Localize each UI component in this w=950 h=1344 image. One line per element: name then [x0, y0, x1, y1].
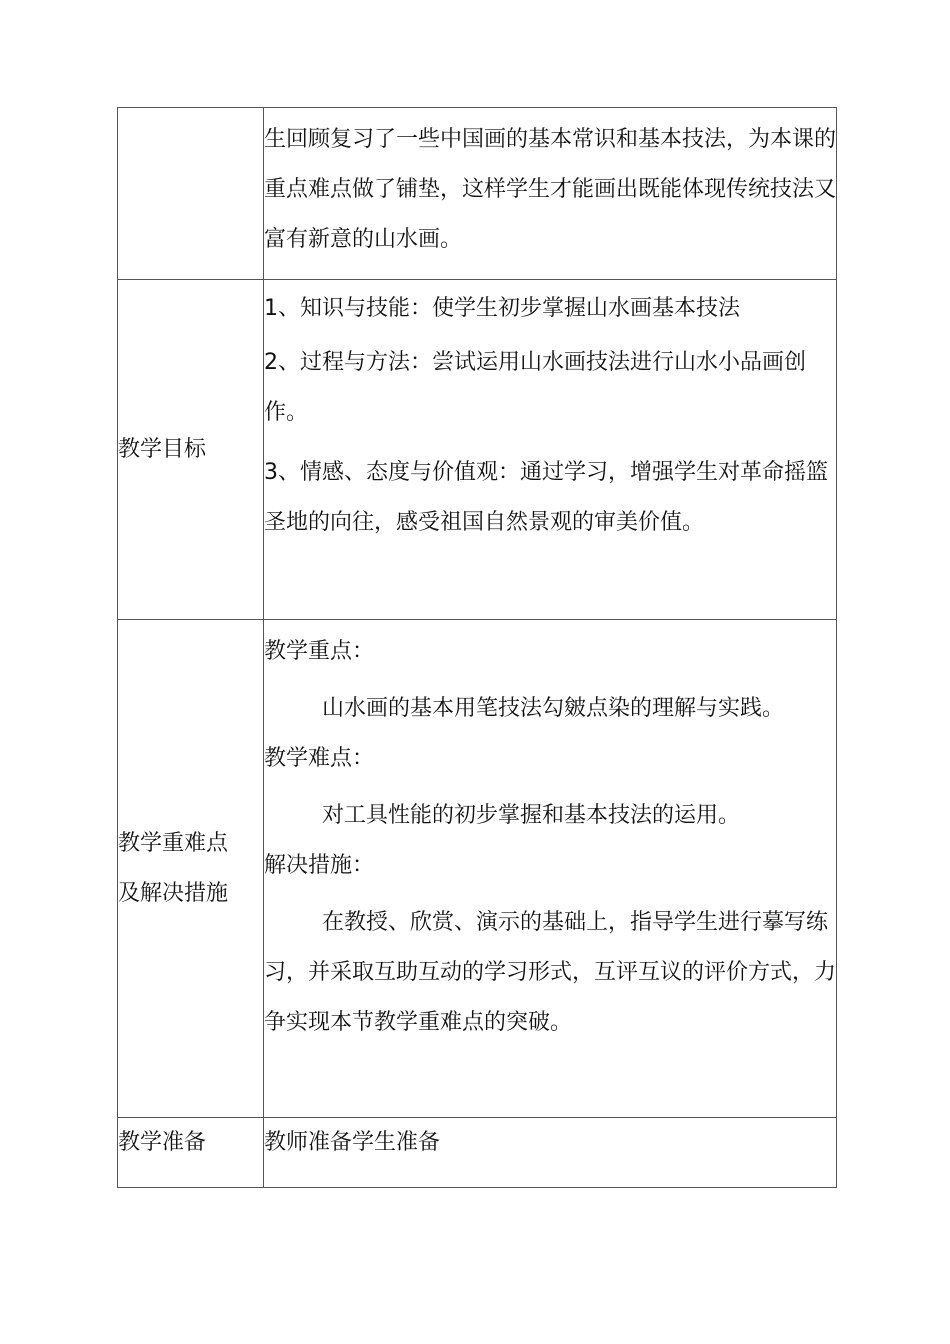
key-points-label-line2: 及解决措施 — [118, 880, 229, 906]
table-row-intro — [118, 108, 837, 280]
preparation-label: 教学准备 — [118, 1118, 264, 1188]
objective-emotion: 3、情感、态度与价值观：通过学习，增强学生对革命摇篮圣地的向往，感受祖国自然景观的审美价值。 — [264, 460, 828, 535]
objectives-cell — [264, 280, 837, 620]
objective-process: 2、过程与方法：尝试运用山水画技法进行山水小品画创作。 — [264, 350, 806, 425]
solution-heading: 解决措施： — [264, 853, 375, 878]
preparation-cell: 教师准备学生准备 — [264, 1118, 837, 1188]
key-points-label — [118, 620, 264, 1118]
key-points-cell — [264, 620, 837, 1118]
objectives-label: 教学目标 — [118, 280, 264, 620]
difficulty-text: 对工具性能的初步掌握和基本技法的运用。 — [322, 803, 741, 828]
key-point-heading: 教学重点： — [264, 639, 375, 664]
row-label-empty — [118, 108, 264, 280]
intro-cell — [264, 108, 837, 280]
difficulty-heading: 教学难点： — [264, 746, 375, 771]
table-row-preparation — [118, 1118, 837, 1188]
table-row-objectives — [118, 280, 837, 620]
key-points-label-line1: 教学重难点 — [118, 830, 229, 856]
intro-paragraph: 生回顾复习了一些中国画的基本常识和基本技法，为本课的重点难点做了铺垫，这样学生才能画出既能体现传统技法又富有新意的山水画。 — [264, 127, 837, 252]
lesson-plan-table — [117, 107, 837, 1188]
key-point-text: 山水画的基本用笔技法勾皴点染的理解与实践。 — [322, 696, 785, 721]
objective-knowledge: 1、知识与技能：使学生初步掌握山水画基本技法 — [264, 296, 740, 321]
table-row-key-points — [118, 620, 837, 1118]
solution-text: 在教授、欣赏、演示的基础上，指导学生进行摹写练习，并采取互助互动的学习形式，互评互议的评价方式，力争实现本节教学重难点的突破。 — [264, 910, 837, 1035]
